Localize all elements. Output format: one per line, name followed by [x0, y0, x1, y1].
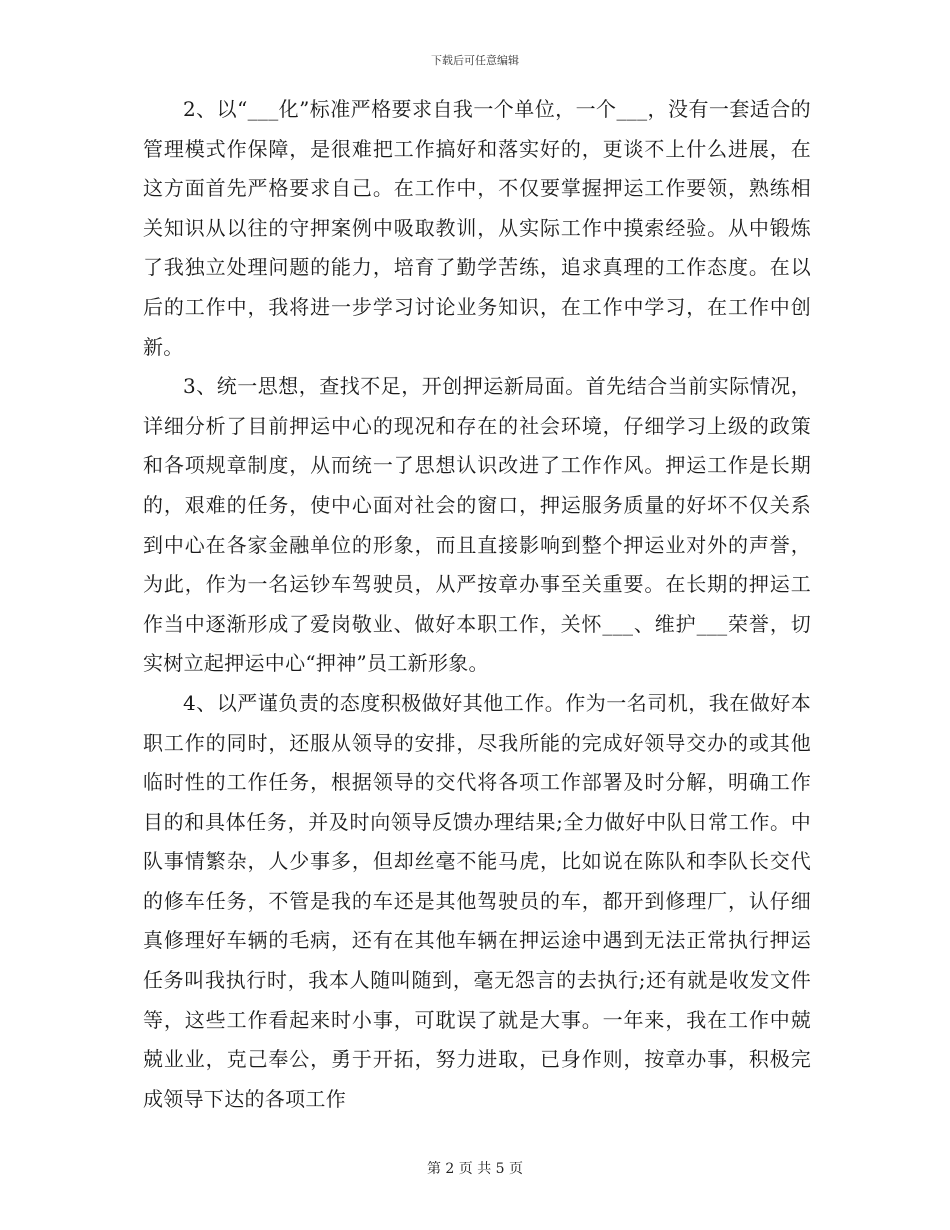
paragraph-4: 4、以严谨负责的态度积极做好其他工作。作为一名司机，我在做好本职工作的同时，还服从领导的安排，尽我所能的完成好领导交办的或其他临时性的工作任务，根据领导的交代将各项工作部署及时分解，明确工作目的和具体任务，并及时向领导反馈办理结果;全力做好中队日常工作。中队事情繁杂，人少事多，但却丝毫不能马虎，比如说在陈队和李队长交代的修车任务，不管是我的车还是其他驾驶员的车，都开到修理厂，认仔细真修理好车辆的毛病，还有在其他车辆在押运途中遇到无法正常执行押运任务叫我执行时，我本人随叫随到，毫无怨言的去执行;还有就是收发文件等，这些工作看起来时小事，可耽误了就是大事。一年来，我在工作中兢兢业业，克己奉公，勇于开拓，努力进取，已身作则，按章办事，积极完成领导下达的各项工作: [143, 690, 811, 1111]
page-number: 第 2 页 共 5 页: [426, 1161, 524, 1177]
page-header: 下载后可任意编辑: [431, 54, 519, 67]
document-body: [143, 90, 811, 1119]
paragraph-3: 3、统一思想，查找不足，开创押运新局面。首先结合当前实际情况，详细分析了目前押运中心的现况和存在的社会环境，仔细学习上级的政策和各项规章制度，从而统一了思想认识改进了工作作风。押运工作是长期的，艰难的任务，使中心面对社会的窗口，押运服务质量的好坏不仅关系到中心在各家金融单位的形象，而且直接影响到整个押运业对外的声誉，为此，作为一名运钞车驾驶员，从严按章办事至关重要。在长期的押运工作当中逐渐形成了爱岗敬业、做好本职工作，关怀___、维护___荣誉，切实树立起押运中心“押神”员工新形象。: [143, 374, 811, 676]
paragraph-2: 2、以“___化”标准严格要求自我一个单位，一个___，没有一套适合的管理模式作保障，是很难把工作搞好和落实好的，更谈不上什么进展，在这方面首先严格要求自己。在工作中，不仅要掌握押运工作要领，熟练相关知识从以往的守押案例中吸取教训，从实际工作中摸索经验。从中锻炼了我独立处理问题的能力，培育了勤学苦练，追求真理的工作态度。在以后的工作中，我将进一步学习讨论业务知识，在工作中学习，在工作中创新。: [143, 97, 811, 359]
